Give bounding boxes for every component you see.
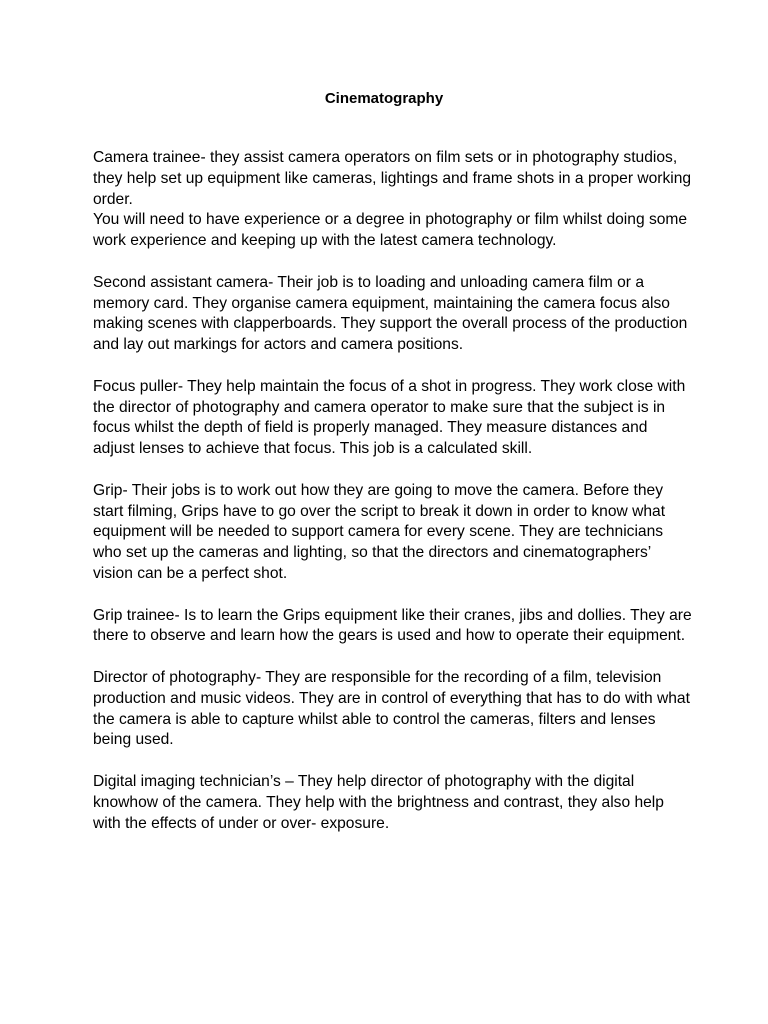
paragraph-director-of-photography: Director of photography- They are responsible for the recording of a film, television production and music videos. They are in control of everything that has to do with what the camera is able to capture whilst able to control the cameras, filters and lenses being used. (93, 668, 690, 749)
paragraph-digital-imaging-technician: Digital imaging technician’s – They help director of photography with the digital knowhow of the camera. They help with the brightness and contrast, they also help with the effects of under or over- exposure. (93, 772, 664, 832)
paragraph-camera-trainee: Camera trainee- they assist camera operators on film sets or in photography studios, they help set up equipment like cameras, lightings and frame shots in a proper working order. (93, 149, 692, 208)
paragraph-camera-trainee-requirements: You will need to have experience or a degree in photography or film whilst doing some work experience and keeping up with the latest camera technology. (93, 211, 688, 250)
paragraph-focus-puller: Focus puller- They help maintain the focus of a shot in progress. They work close with the director of photography and camera operator to make sure that the subject is in focus whilst the depth of field is properly managed. They measure distances and adjust lenses to achieve that focus. This job is a calculated skill. (93, 377, 686, 458)
paragraph-grip-trainee: Grip trainee- Is to learn the Grips equipment like their cranes, jibs and dollies. They are there to observe and learn how the gears is used and how to operate their equipment. (93, 606, 692, 645)
document-body (93, 148, 693, 834)
paragraph-grip: Grip- Their jobs is to work out how they are going to move the camera. Before they start filming, Grips have to go over the script to break it down in order to know what equipment will be needed to support camera for every scene. They are technicians who set up the cameras and lighting, so that the directors and cinematographers’ vision can be a perfect shot. (93, 481, 666, 582)
paragraph-second-assistant-camera: Second assistant camera- Their job is to loading and unloading camera film or a memory card. They organise camera equipment, maintaining the camera focus also making scenes with clapperboards. They support the overall process of the production and lay out markings for actors and camera positions. (93, 273, 688, 354)
document-title: Cinematography (324, 90, 444, 107)
